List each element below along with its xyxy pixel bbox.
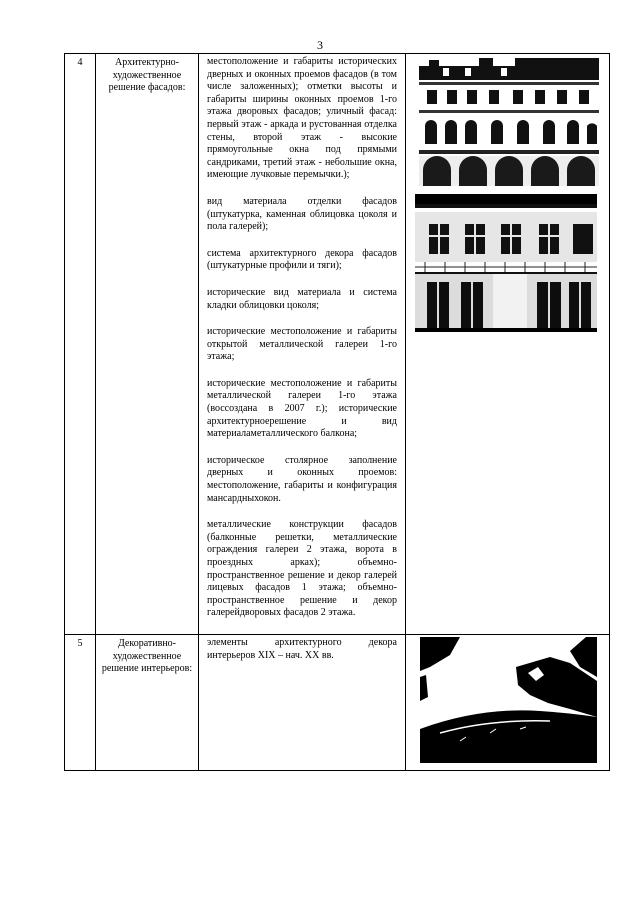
element-name: Архитектурно-художественное решение фасадов:	[108, 57, 186, 93]
courtyard-facade-photo	[415, 194, 597, 332]
element-description	[207, 637, 397, 662]
description-paragraph: историческое столярное заполнение дверных и оконных проемов: местоположение, габариты и конфигурация мансардныхокон.	[207, 454, 397, 504]
description-paragraph: вид материала отделки фасадов (штукатурка, каменная облицовка цоколя и пола галерей);	[207, 195, 397, 233]
description-paragraph: металлические конструкции фасадов (балконные решетки, металлические ограждения галереи 2 этажа, ворота в проездных арках); объемно-пространственное решение и декор галерей лицевых фасадов 1 этажа; объемно-пространственное решение и декор галерейдворовых фасадов 2 этажа.	[207, 519, 397, 619]
column-divider	[95, 635, 96, 770]
column-divider	[405, 635, 406, 770]
description-paragraph: исторические вид материала и система кладки облицовки цоколя;	[207, 286, 397, 311]
description-paragraph: местоположение и габариты исторических дверных и оконных проемов фасадов (в том числе заложенных); отметки высоты и габариты ширины оконных проемов 1-го этажа дворовых фасадов; уличный фасад: первый этаж - аркада и рустованная отделка стены, второй этаж - высокие прямоугольные окна под прямыми сандриками, третий этаж - небольшие окна, имеющие лучковые перемычки.);	[207, 56, 397, 181]
table-row	[64, 635, 610, 771]
description-paragraph: элементы архитектурного декора интерьеров XIX – нач. XX вв.	[207, 637, 397, 661]
column-divider	[198, 635, 199, 770]
element-name: Декоративно-художественное решение интерьеров:	[101, 638, 193, 674]
page-number: 3	[317, 38, 323, 52]
element-description	[207, 56, 397, 620]
row-number: 5	[77, 638, 83, 649]
facade-photo	[419, 58, 599, 186]
row-number: 4	[77, 57, 83, 68]
column-divider	[95, 54, 96, 634]
description-paragraph: исторические местоположение и габариты металлической галереи 1-го этажа (воссоздана в 2007 г.); исторические архитектурноерешение и вид материаламеталлического балкона;	[207, 377, 397, 440]
table-row	[64, 53, 610, 635]
column-divider	[198, 54, 199, 634]
column-divider	[405, 54, 406, 634]
interior-decor-photo	[420, 637, 597, 763]
description-paragraph: исторические местоположение и габариты открытой металлической галереи 1-го этажа;	[207, 326, 397, 363]
description-paragraph: система архитектурного декора фасадов (штукатурные профили и тяги);	[207, 247, 397, 272]
